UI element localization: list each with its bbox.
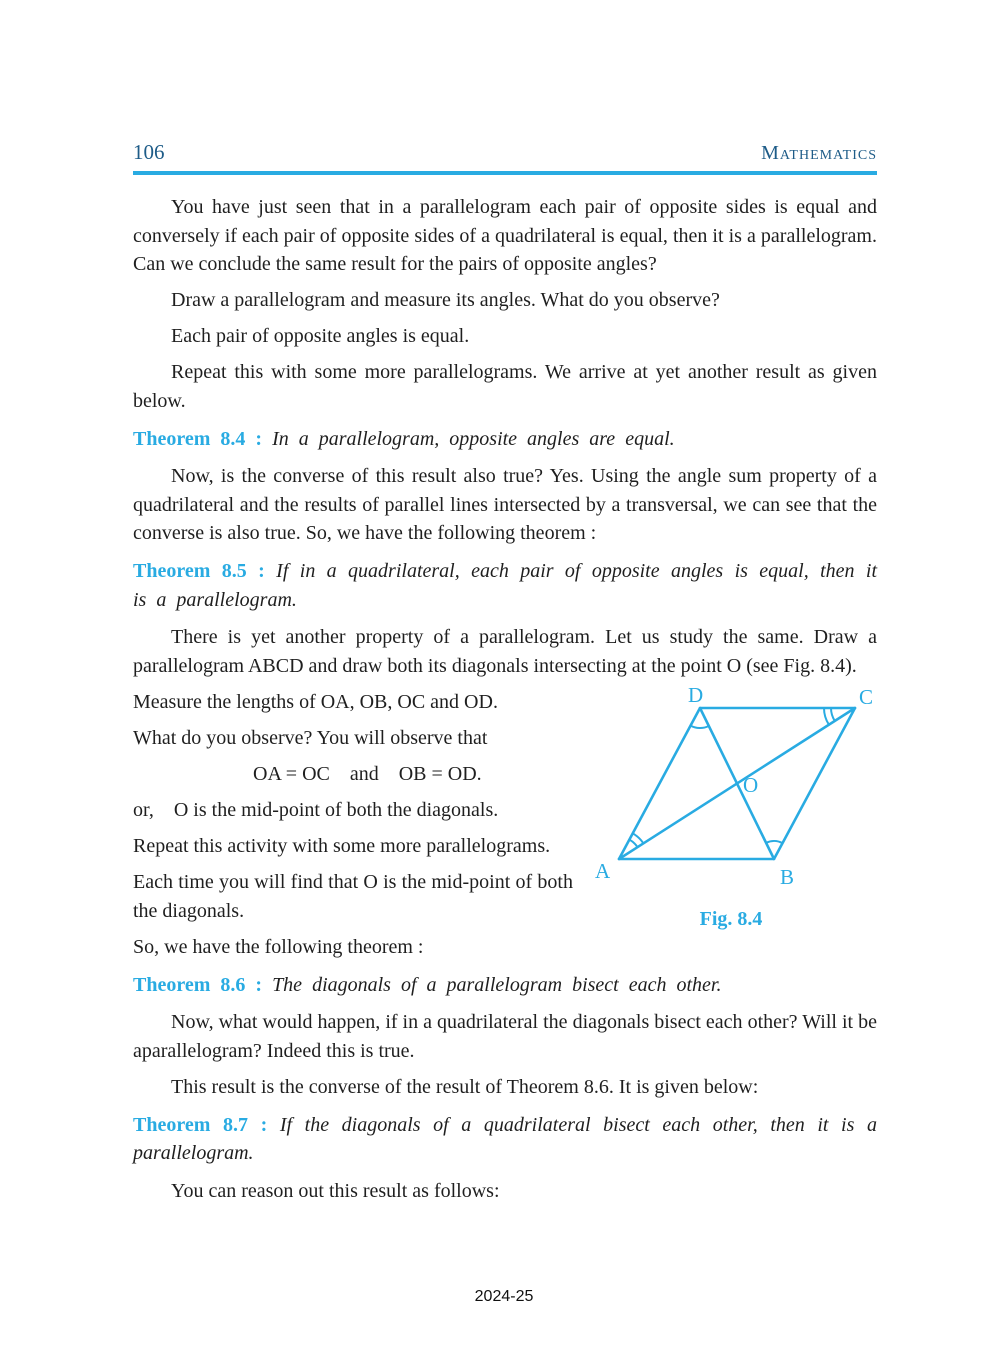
paragraph-converse-8-6: This result is the converse of the result of Theorem 8.6. It is given below: [171, 1075, 759, 1098]
paragraph-what-would-happen: Now, what would happen, if in a quadrilateral the diagonals bisect each other? Will it be aparallelogram? Indeed this is true. [133, 1011, 877, 1062]
paragraph-what-observe: What do you observe? You will observe that [133, 727, 488, 749]
page-number: 106 [133, 140, 165, 164]
theorem-8-6-label: Theorem 8.6 : [133, 973, 263, 996]
vertex-label-d: D [688, 683, 704, 708]
intersection-label-o: O [743, 773, 759, 798]
vertex-label-b: B [780, 865, 795, 890]
paragraph-repeat-activity: Repeat this activity with some more parallelograms. [133, 835, 551, 858]
angle-mark-c-2 [824, 708, 829, 725]
theorem-8-6-text: The diagonals of a parallelogram bisect each other. [272, 973, 722, 996]
theorem-8-6 [133, 971, 877, 1000]
figure-caption: Fig. 8.4 [699, 908, 763, 930]
angle-mark-c-1 [831, 708, 835, 721]
vertex-label-c: C [859, 685, 874, 710]
theorem-8-7 [133, 1111, 877, 1168]
paragraph-following-theorem: So, we have the following theorem : [133, 936, 424, 959]
theorem-8-4-text: In a parallelogram, opposite angles are equal. [272, 427, 675, 450]
theorem-8-4 [133, 425, 877, 454]
paragraph-each-time: Each time you will find that O is the mid-point of both the diagonals. [133, 871, 573, 922]
paragraph-diagonals-intro-text: There is yet another property of a parallelogram. Let us study the same. Draw a parallelogram ABCD and draw both its diagonals intersecting at the point O [133, 626, 877, 677]
vertex-label-a: A [595, 859, 611, 884]
diagonal-bd [700, 708, 774, 859]
paragraph-converse-true: Now, is the converse of this result also true? Yes. Using the angle sum property of a quadrilateral and the results of parallel lines intersected by a transversal, we can see that the converse is also true. So, we have the following theorem : [133, 465, 877, 545]
theorem-8-7-label: Theorem 8.7 : [133, 1113, 268, 1136]
angle-mark-a-1 [629, 840, 637, 848]
page-footer: 2024-25 [474, 1288, 534, 1305]
paragraph-opposite-sides: You have just seen that in a parallelogram each pair of opposite sides is equal and conversely if each pair of opposite sides of a quadrilateral is equal, then it is a parallelogram. Can we conclude the same result for the pairs of opposite angles? [133, 196, 877, 276]
paragraph-reason-out: You can reason out this result as follows: [171, 1179, 500, 1202]
page-content [133, 140, 877, 1213]
theorem-8-4-label: Theorem 8.4 : [133, 427, 263, 450]
paragraph-repeat-result: Repeat this with some more parallelograms. We arrive at yet another result as given below. [133, 361, 877, 413]
subject-title: Mathematics [761, 142, 877, 164]
paragraph-see-fig: (see Fig. 8.4). [746, 654, 857, 677]
paragraph-opposite-angles-equal: Each pair of opposite angles is equal. [171, 325, 470, 348]
angle-mark-b [766, 841, 782, 843]
paragraph-midpoint: or, O is the mid-point of both the diagonals. [133, 799, 499, 822]
theorem-8-5-label: Theorem 8.5 : [133, 560, 265, 583]
angle-mark-d [691, 726, 709, 728]
page-header [133, 140, 877, 175]
theorem-8-5-text: If in a quadrilateral, each pair of opposite angles is equal, then it is a parallelogram. [133, 560, 878, 611]
theorem-8-7-text: If the diagonals of a quadrilateral bisect each other, then it is a parallelogram. [133, 1113, 877, 1165]
equation-oa-oc: OA = OC and OB = OD. [253, 763, 482, 786]
paragraph-measure-lengths: Measure the lengths of OA, OB, OC and OD. [133, 690, 498, 713]
figure-8-4 [585, 680, 877, 933]
parallelogram-diagram [585, 680, 877, 894]
paragraph-draw-parallelogram: Draw a parallelogram and measure its angles. What do you observe? [171, 289, 720, 312]
theorem-8-5 [133, 557, 877, 614]
